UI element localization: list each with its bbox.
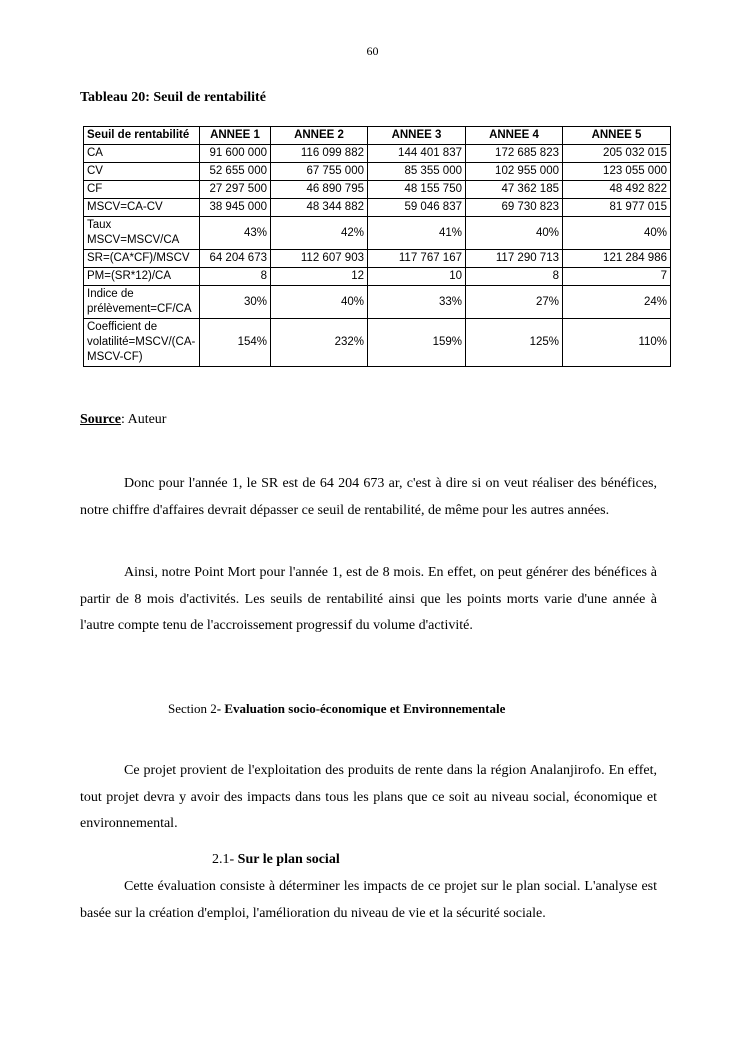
page-number: 60 [366,44,379,58]
table-cell: 121 284 986 [563,250,671,268]
table-cell: 42% [271,217,368,250]
subsection-title: Sur le plan social [237,852,340,867]
column-header: ANNEE 3 [368,127,466,145]
table-cell: 40% [466,217,563,250]
table-row [84,250,671,268]
table-cell: 30% [200,286,271,319]
table-cell: 8 [466,268,563,286]
table-cell: 27 297 500 [200,181,271,199]
table-row [84,145,671,163]
table-row [84,163,671,181]
table-cell: 33% [368,286,466,319]
table-cell: 172 685 823 [466,145,563,163]
table-cell: 43% [200,217,271,250]
section-number: Section 2 [168,701,217,716]
table-cell: 91 600 000 [200,145,271,163]
row-label: CV [84,163,200,181]
table-cell: 110% [563,319,671,367]
table-row [84,199,671,217]
source-label: Source [80,412,121,427]
table-cell: 205 032 015 [563,145,671,163]
table-cell: 67 755 000 [271,163,368,181]
table-cell: 40% [271,286,368,319]
table-cell: 59 046 837 [368,199,466,217]
table-cell: 81 977 015 [563,199,671,217]
table-cell: 117 290 713 [466,250,563,268]
subsection-number: 2.1- [212,852,238,867]
subsection-heading [212,852,340,868]
table-row [84,217,671,250]
table-cell: 69 730 823 [466,199,563,217]
table-cell: 123 055 000 [563,163,671,181]
row-label: Coefficient de volatilité=MSCV/(CA-MSCV-CF) [84,319,200,367]
source-text: : Auteur [120,412,167,427]
table-cell: 38 945 000 [200,199,271,217]
paragraph-project-origin: Ce projet provient de l'exploitation des produits de rente dans la région Analanjirofo. En effet, tout projet devra y avoir des impacts dans tous les plans que ce soit au niveau social, économique et environnemental. [80,763,657,831]
row-label: SR=(CA*CF)/MSCV [84,250,200,268]
table-cell: 116 099 882 [271,145,368,163]
table-cell: 125% [466,319,563,367]
section-heading [168,701,505,717]
table-cell: 117 767 167 [368,250,466,268]
table-cell: 41% [368,217,466,250]
table-source [80,412,166,428]
table-cell: 27% [466,286,563,319]
row-label: Indice de prélèvement=CF/CA [84,286,200,319]
table-cell: 64 204 673 [200,250,271,268]
table-cell: 52 655 000 [200,163,271,181]
table-cell: 7 [563,268,671,286]
table-cell: 48 344 882 [271,199,368,217]
break-even-table [83,126,671,367]
column-header: ANNEE 2 [271,127,368,145]
row-label: Taux MSCV=MSCV/CA [84,217,200,250]
row-label: CF [84,181,200,199]
row-label: PM=(SR*12)/CA [84,268,200,286]
section-title: - Evaluation socio-économique et Environnementale [216,701,506,716]
table-cell: 102 955 000 [466,163,563,181]
table-row [84,268,671,286]
table-cell: 48 492 822 [563,181,671,199]
table-row [84,181,671,199]
table-cell: 40% [563,217,671,250]
table-cell: 232% [271,319,368,367]
table-cell: 112 607 903 [271,250,368,268]
row-label: CA [84,145,200,163]
table-cell: 10 [368,268,466,286]
table-cell: 159% [368,319,466,367]
table-header-row [84,127,671,145]
table-cell: 46 890 795 [271,181,368,199]
column-header: Seuil de rentabilité [84,127,200,145]
table-cell: 144 401 837 [368,145,466,163]
table-row [84,286,671,319]
table-cell: 12 [271,268,368,286]
table-cell: 85 355 000 [368,163,466,181]
table-row [84,319,671,367]
table-cell: 48 155 750 [368,181,466,199]
table-title: Tableau 20: Seuil de rentabilité [80,90,266,105]
paragraph-break-even-year1: Donc pour l'année 1, le SR est de 64 204 673 ar, c'est à dire si on veut réaliser des bénéfices, notre chiffre d'affaires devrait dépasser ce seuil de rentabilité, de même pour les autres années. [80,476,657,518]
table-cell: 154% [200,319,271,367]
paragraph-point-mort: Ainsi, notre Point Mort pour l'année 1, est de 8 mois. En effet, on peut générer des bénéfices à partir de 8 mois d'activités. Les seuils de rentabilité ainsi que les points morts varie d'une année à l'autre compte tenu de l'accroissement progressif du volume d'activité. [80,565,657,633]
column-header: ANNEE 4 [466,127,563,145]
column-header: ANNEE 5 [563,127,671,145]
table-cell: 8 [200,268,271,286]
paragraph-social-evaluation: Cette évaluation consiste à déterminer les impacts de ce projet sur le plan social. L'analyse est basée sur la création d'emploi, l'amélioration du niveau de vie et la sécurité sociale. [80,879,657,921]
column-header: ANNEE 1 [200,127,271,145]
table-cell: 24% [563,286,671,319]
row-label: MSCV=CA-CV [84,199,200,217]
table-cell: 47 362 185 [466,181,563,199]
